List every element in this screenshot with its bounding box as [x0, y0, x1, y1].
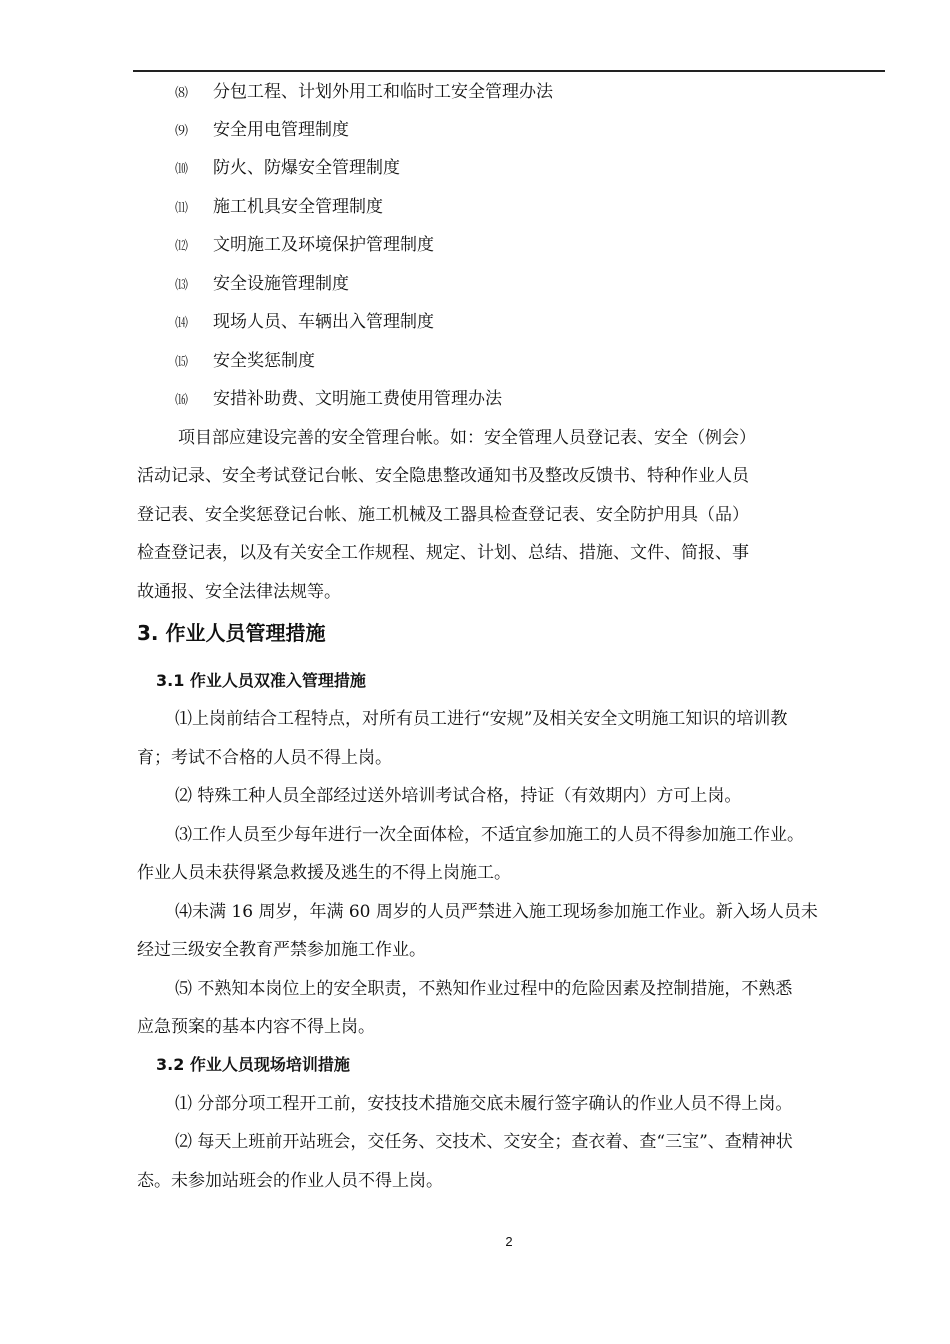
list-item-number: ⑾	[175, 201, 189, 216]
paragraph-line: 检查登记表，以及有关安全工作规程、规定、计划、总结、措施、文件、简报、事	[137, 543, 749, 563]
list-item	[175, 118, 349, 144]
paragraph-line: 活动记录、安全考试登记台帐、安全隐患整改通知书及整改反馈书、特种作业人员	[137, 466, 749, 486]
paragraph-line: ⑶工作人员至少每年进行一次全面体检，不适宜参加施工的人员不得参加施工作业。	[175, 825, 804, 845]
subsection-heading: 3.2 作业人员现场培训措施	[156, 1055, 350, 1074]
list-item	[175, 195, 383, 221]
list-item-text: 安全奖惩制度	[213, 351, 315, 371]
list-item-text: 防火、防爆安全管理制度	[213, 158, 400, 178]
paragraph-line: 作业人员未获得紧急救援及逃生的不得上岗施工。	[137, 863, 511, 883]
list-item-number: ⒂	[175, 355, 189, 370]
paragraph-line: 应急预案的基本内容不得上岗。	[137, 1017, 375, 1037]
list-item-number: ⒁	[175, 316, 189, 331]
list-item-text: 安全用电管理制度	[213, 120, 349, 140]
paragraph-line: 故通报、安全法律法规等。	[137, 582, 341, 602]
list-item	[175, 387, 502, 413]
section-heading: 3. 作业人员管理措施	[137, 621, 326, 645]
list-item-text: 现场人员、车辆出入管理制度	[213, 312, 434, 332]
list-item	[175, 80, 553, 106]
list-item	[175, 349, 315, 375]
paragraph-line: ⑴ 分部分项工程开工前，安技技术措施交底未履行签字确认的作业人员不得上岗。	[175, 1094, 793, 1114]
list-item-number: ⑽	[175, 162, 189, 177]
list-item-number: ⒀	[175, 278, 189, 293]
paragraph-line: 登记表、安全奖惩登记台帐、施工机械及工器具检查登记表、安全防护用具（品）	[137, 505, 749, 525]
list-item-number: ⑻	[175, 86, 189, 101]
list-item-text: 分包工程、计划外用工和临时工安全管理办法	[213, 82, 553, 102]
paragraph-line: 态。未参加站班会的作业人员不得上岗。	[137, 1171, 443, 1191]
list-item-number: ⑼	[175, 124, 189, 139]
header-rule	[133, 70, 885, 72]
subsection-heading: 3.1 作业人员双准入管理措施	[156, 671, 366, 690]
list-item-number: ⒃	[175, 393, 189, 408]
list-item-text: 施工机具安全管理制度	[213, 197, 383, 217]
list-item-text: 安措补助费、文明施工费使用管理办法	[213, 389, 502, 409]
list-item	[175, 156, 400, 182]
list-item	[175, 272, 349, 298]
list-item	[175, 233, 434, 259]
list-item-text: 文明施工及环境保护管理制度	[213, 235, 434, 255]
list-item	[175, 310, 434, 336]
page-number: 2	[505, 1234, 513, 1249]
paragraph-line: 育；考试不合格的人员不得上岗。	[137, 748, 392, 768]
paragraph-line: ⑵ 特殊工种人员全部经过送外培训考试合格，持证（有效期内）方可上岗。	[175, 786, 742, 806]
list-item-text: 安全设施管理制度	[213, 274, 349, 294]
list-item-number: ⑿	[175, 239, 189, 254]
paragraph-line: ⑷未满 16 周岁，年满 60 周岁的人员严禁进入施工现场参加施工作业。新入场人员未	[175, 902, 818, 922]
paragraph-line: ⑴上岗前结合工程特点，对所有员工进行“安规”及相关安全文明施工知识的培训教	[175, 709, 788, 729]
paragraph-line: ⑸ 不熟知本岗位上的安全职责，不熟知作业过程中的危险因素及控制措施，不熟悉	[175, 979, 793, 999]
paragraph-line: 项目部应建设完善的安全管理台帐。如：安全管理人员登记表、安全（例会）	[178, 428, 756, 448]
paragraph-line: 经过三级安全教育严禁参加施工作业。	[137, 940, 426, 960]
paragraph-line: ⑵ 每天上班前开站班会，交任务、交技术、交安全；查衣着、查“三宝”、查精神状	[175, 1132, 793, 1152]
